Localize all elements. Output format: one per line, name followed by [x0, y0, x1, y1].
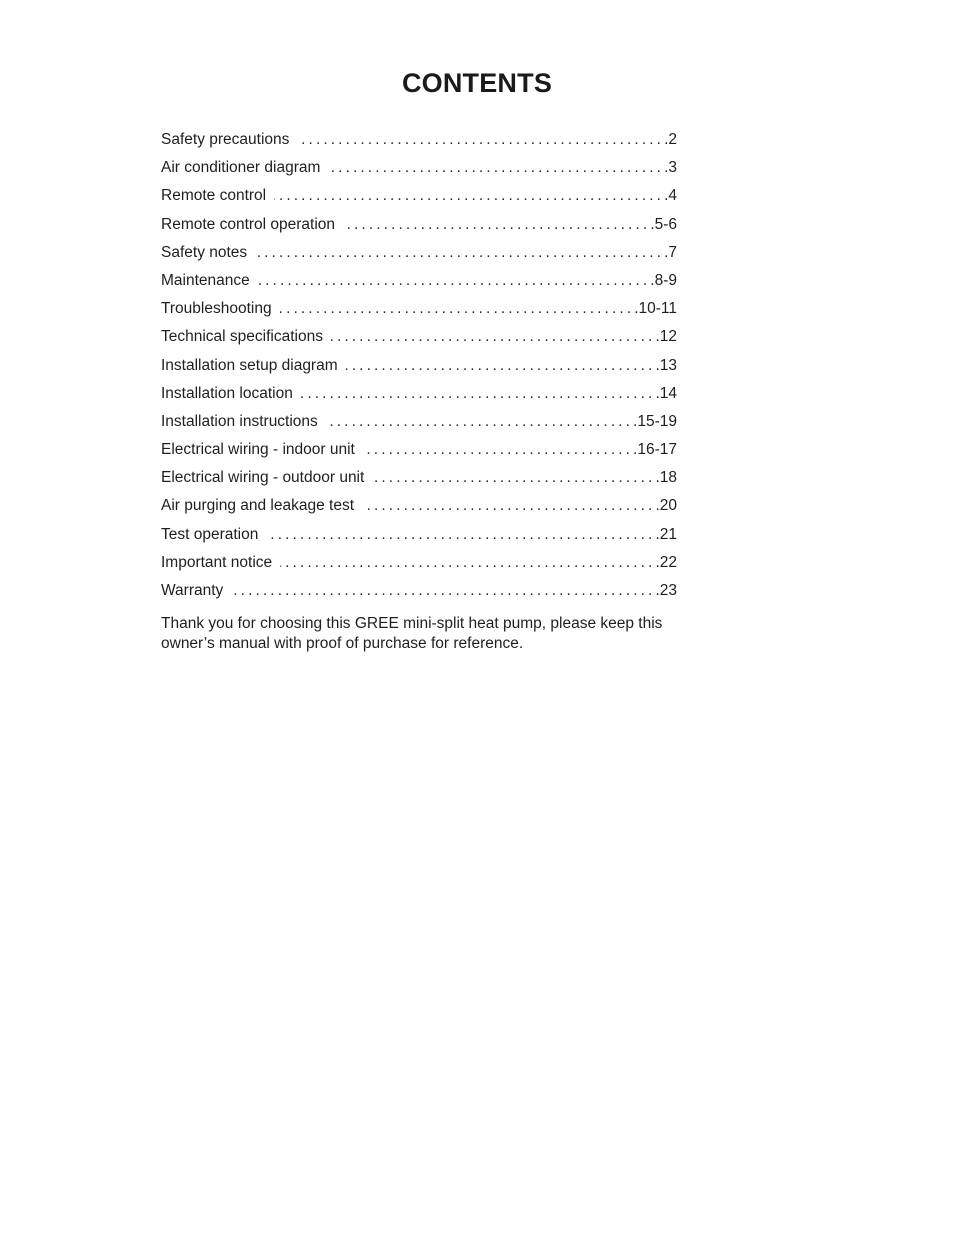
toc-entry-safety-precautions	[161, 126, 677, 154]
toc-entry-technical-specifications	[161, 323, 677, 351]
toc-entry-air-purging-and-leakage-test	[161, 492, 677, 520]
toc-entry-page: .2	[664, 131, 677, 148]
toc-dot-leader	[363, 436, 633, 464]
toc-entry-label: Installation setup diagram	[161, 356, 338, 374]
toc-entry-label: Maintenance	[161, 271, 250, 289]
toc-entry-remote-control	[161, 182, 677, 210]
toc-dot-leader	[328, 154, 664, 182]
toc-entry-page: .15-19	[633, 412, 677, 430]
toc-entry-maintenance	[161, 267, 677, 295]
toc-entry-page: .4	[664, 187, 677, 205]
toc-entry-page: .12	[655, 328, 677, 346]
toc-dot-leader	[346, 352, 656, 380]
toc-entry-label: Safety precautions	[161, 131, 290, 148]
toc-dot-leader	[372, 464, 655, 492]
toc-dot-leader	[297, 126, 664, 154]
toc-entry-label: Installation instructions	[161, 412, 318, 430]
toc-entry-page: .7	[664, 243, 677, 261]
toc-entry-label: Warranty	[161, 582, 224, 599]
toc-entry-page: .10-11	[634, 300, 677, 318]
toc-entry-label: Electrical wiring - indoor unit	[161, 441, 355, 459]
toc-entry-installation-setup-diagram	[161, 352, 677, 380]
toc-entry-page: .5-6	[650, 215, 677, 233]
toc-entry-label: Remote control	[161, 187, 267, 205]
toc-dot-leader	[362, 492, 655, 520]
toc-entry-label: Troubleshooting	[161, 300, 272, 318]
toc-entry-label: Technical specifications	[161, 328, 323, 346]
toc-entry-safety-notes	[161, 239, 677, 267]
toc-entry-page: .3	[664, 159, 677, 177]
toc-entry-installation-location	[161, 380, 677, 408]
page-title: CONTENTS	[401, 68, 553, 98]
toc-entry-test-operation	[161, 521, 677, 549]
toc-entry-page: .8-9	[650, 271, 677, 289]
toc-entry-label: Test operation	[161, 525, 259, 543]
toc-dot-leader	[258, 267, 651, 295]
toc-dot-leader	[231, 577, 655, 605]
toc-entry-page: .22	[655, 553, 677, 571]
toc-entry-page: .20	[655, 497, 677, 515]
toc-entry-label: Installation location	[161, 384, 293, 402]
toc-dot-leader	[331, 323, 655, 351]
thank-you-note-line-2: owner’s manual with proof of purchase for reference.	[161, 635, 524, 652]
toc-entry-page: .23	[655, 582, 677, 599]
table-of-contents	[161, 126, 677, 605]
toc-dot-leader	[280, 295, 635, 323]
toc-entry-remote-control-operation	[161, 211, 677, 239]
toc-entry-label: Remote control operation	[161, 215, 336, 233]
toc-entry-page: .13	[655, 356, 677, 374]
toc-entry-page: .21	[655, 525, 677, 543]
toc-dot-leader	[301, 380, 656, 408]
toc-entry-page: .18	[655, 469, 677, 487]
toc-dot-leader	[280, 549, 655, 577]
toc-entry-installation-instructions	[161, 408, 677, 436]
toc-dot-leader	[255, 239, 664, 267]
toc-entry-warranty	[161, 577, 677, 605]
toc-entry-page: .16-17	[633, 441, 677, 459]
toc-entry-air-conditioner-diagram	[161, 154, 677, 182]
toc-entry-label: Important notice	[161, 553, 273, 571]
toc-entry-important-notice	[161, 549, 677, 577]
toc-dot-leader	[343, 211, 650, 239]
toc-entry-label: Electrical wiring - outdoor unit	[161, 469, 365, 487]
toc-entry-troubleshooting	[161, 295, 677, 323]
thank-you-note-line-1: Thank you for choosing this GREE mini-split heat pump, please keep this	[161, 615, 663, 632]
toc-entry-electrical-wiring-indoor-unit	[161, 436, 677, 464]
toc-entry-label: Air purging and leakage test	[161, 497, 355, 515]
toc-entry-label: Safety notes	[161, 243, 248, 261]
thank-you-note	[161, 614, 701, 654]
toc-dot-leader	[326, 408, 633, 436]
toc-entry-page: .14	[655, 384, 677, 402]
toc-dot-leader	[266, 521, 655, 549]
toc-entry-electrical-wiring-outdoor-unit	[161, 464, 677, 492]
toc-entry-label: Air conditioner diagram	[161, 159, 321, 177]
toc-dot-leader	[274, 182, 664, 210]
